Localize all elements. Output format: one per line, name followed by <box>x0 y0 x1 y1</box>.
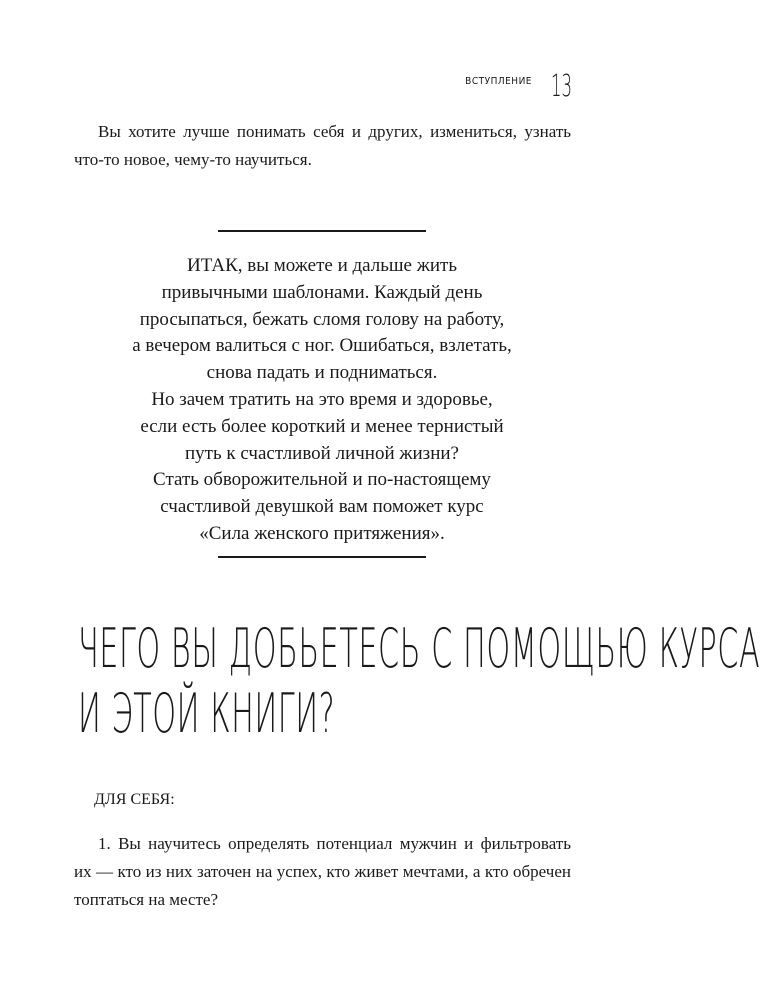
callout-line: привычными шаблонами. Каждый день <box>161 281 483 303</box>
callout-line: а вечером валиться с ног. Ошибаться, взлетать, <box>132 335 512 357</box>
callout-line: путь к счастливой личной жизни? <box>185 442 459 464</box>
list-item-text: 1. Вы научитесь определять потенциал мужчин и фильтровать их — кто из них заточен на успех, кто живет мечтами, а кто обречен топтаться на месте? <box>74 834 571 909</box>
subhead-for-yourself: ДЛЯ СЕБЯ: <box>94 791 175 808</box>
section-heading-line-1: ЧЕГО ВЫ ДОБЬЕТЕСЬ С ПОМОЩЬЮ КУРСА <box>78 617 760 680</box>
list-item <box>74 830 571 914</box>
callout-line: если есть более короткий и менее тернистый <box>140 415 504 437</box>
callout-line: Но зачем тратить на это время и здоровье, <box>151 388 493 410</box>
callout-line: счастливой девушкой вам поможет курс <box>160 496 484 518</box>
callout-top-rule <box>218 230 426 232</box>
intro-paragraph-text: Вы хотите лучше понимать себя и других, измениться, узнать что-то новое, чему-то научиться. <box>74 122 571 169</box>
callout-box <box>120 253 524 548</box>
callout-line: снова падать и подниматься. <box>206 362 438 384</box>
intro-paragraph <box>74 118 571 174</box>
callout-line: просыпаться, бежать сломя голову на работу, <box>139 308 505 330</box>
section-heading-line-2: И ЭТОЙ КНИГИ? <box>78 682 336 745</box>
callout-line: Стать обворожительной и по-настоящему <box>153 469 491 491</box>
callout-line: «Сила женского притяжения». <box>199 522 445 544</box>
callout-bottom-rule <box>218 556 426 558</box>
callout-line: ИТАК, вы можете и дальше жить <box>186 255 458 276</box>
section-heading <box>78 616 760 746</box>
running-header-section: ВСТУПЛЕНИЕ <box>465 76 532 87</box>
page-number: 13 <box>551 69 573 104</box>
